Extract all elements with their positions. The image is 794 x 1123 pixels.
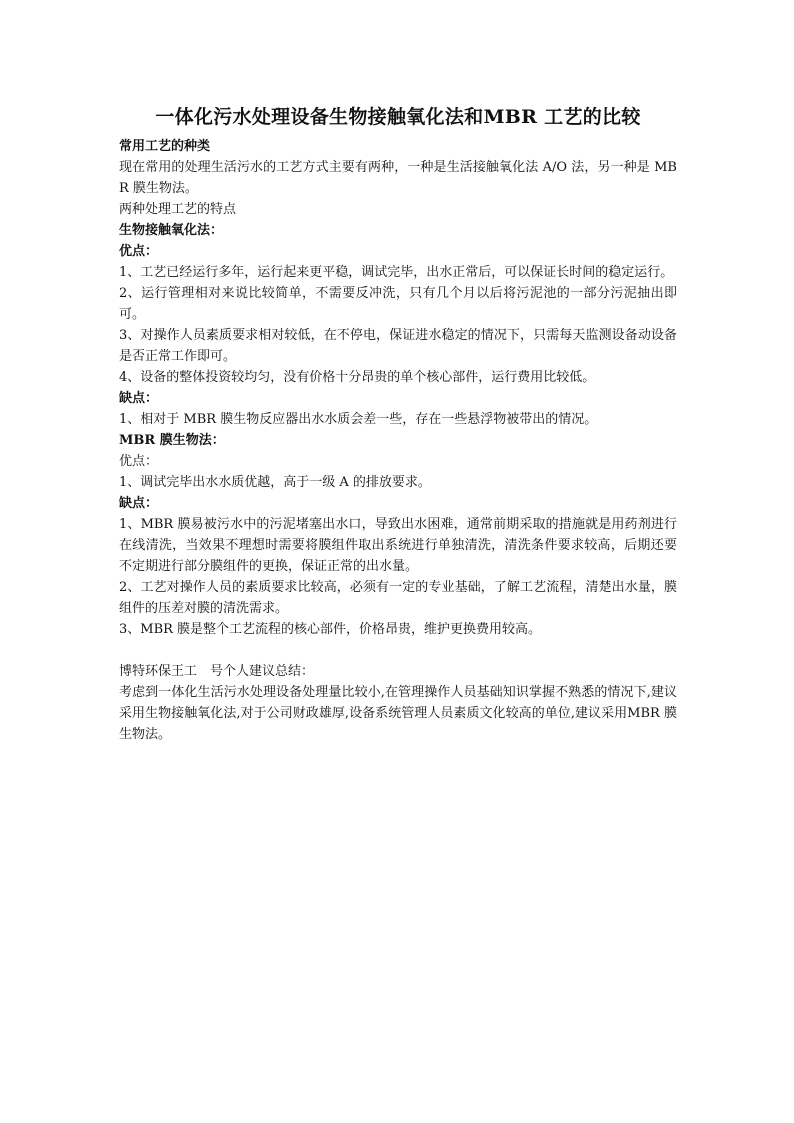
section-heading-contact-oxidation: 生物接触氧化法： (119, 223, 224, 238)
list-item: 1、调试完毕出水水质优越，高于一级 A 的排放要求。 (119, 475, 431, 490)
paragraph-common-intro: 现在常用的处理生活污水的工艺方式主要有两种，一种是生活接触氧化法 A/O 法，另一种是 MBR 膜生物法。 (119, 160, 677, 196)
cons-label: 缺点： (119, 496, 159, 511)
summary-text: 考虑到一体化生活污水处理设备处理量比较小,在管理操作人员基础知识掌握不熟悉的情况下,建议采用生物接触氧化法,对于公司财政雄厚,设备系统管理人员素质文化较高的单位,建议采用MBR 膜生物法。 (119, 685, 677, 742)
list-item: 2、运行管理相对来说比较简单，不需要反冲洗，只有几个月以后将污泥池的一部分污泥抽出即可。 (119, 286, 677, 322)
list-item: 2、工艺对操作人员的素质要求比较高，必须有一定的专业基础，了解工艺流程，清楚出水量，膜组件的压差对膜的清洗需求。 (119, 580, 677, 616)
features-label: 两种处理工艺的特点 (119, 202, 237, 217)
list-item: 3、MBR 膜是整个工艺流程的核心部件，价格昂贵，维护更换费用较高。 (119, 622, 542, 637)
list-item: 4、设备的整体投资较均匀，没有价格十分昂贵的单个核心部件，运行费用比较低。 (119, 370, 596, 385)
section-heading-common: 常用工艺的种类 (119, 139, 211, 154)
list-item: 1、MBR 膜易被污水中的污泥堵塞出水口，导致出水困难，通常前期采取的措施就是用药剂进行在线清洗，当效果不理想时需要将膜组件取出系统进行单独清洗，清洗条件要求较高，后期还要不定期进行部分膜组件的更换，保证正常的出水量。 (119, 517, 677, 574)
list-item: 3、对操作人员素质要求相对较低，在不停电，保证进水稳定的情况下，只需每天监测设备动设备是否正常工作即可。 (119, 328, 677, 364)
document-body (119, 104, 677, 745)
summary-heading: 博特环保王工 号个人建议总结： (119, 664, 315, 679)
list-item: 1、工艺已经运行多年，运行起来更平稳，调试完毕，出水正常后，可以保证长时间的稳定运行。 (119, 265, 674, 280)
pros-label: 优点： (119, 244, 159, 259)
pros-label: 优点： (119, 454, 159, 469)
blank-line (119, 640, 677, 661)
cons-label: 缺点： (119, 391, 159, 406)
list-item: 1、相对于 MBR 膜生物反应器出水水质会差一些，存在一些悬浮物被带出的情况。 (119, 412, 598, 427)
document-title: 一体化污水处理设备生物接触氧化法和MBR 工艺的比较 (155, 106, 641, 128)
section-heading-mbr: MBR 膜生物法： (119, 433, 225, 448)
